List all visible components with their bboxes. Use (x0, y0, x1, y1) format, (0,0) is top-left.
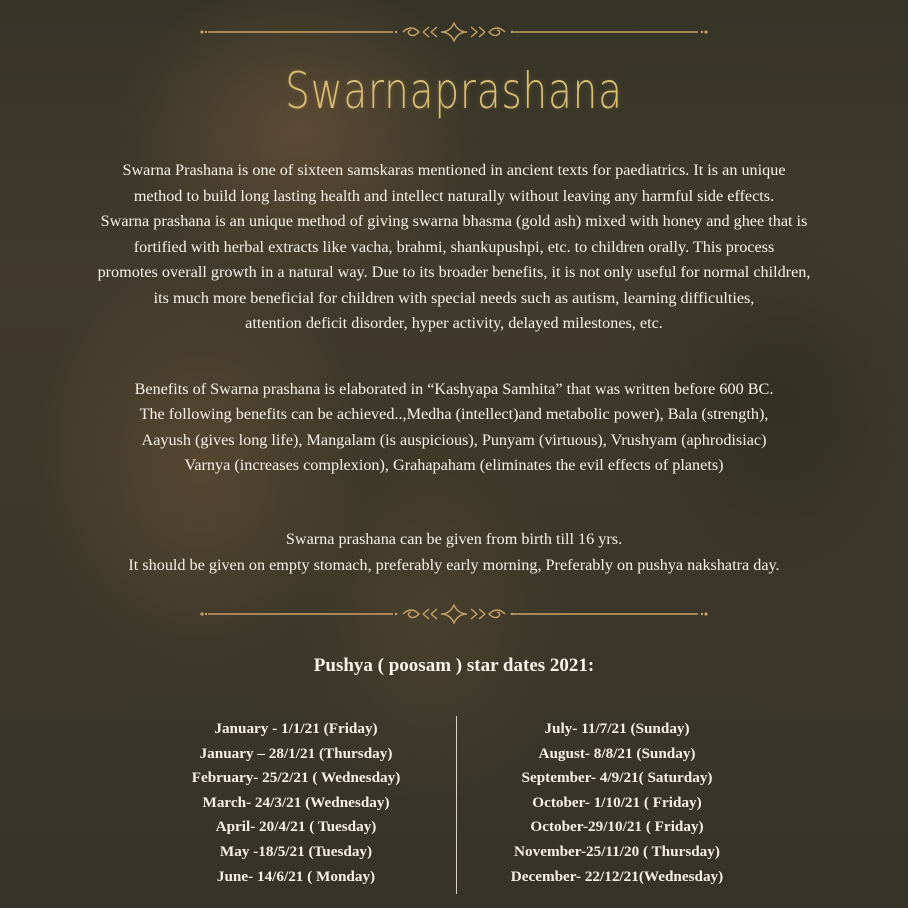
date-entry: October- 1/10/21 ( Friday) (532, 793, 702, 811)
benefits-line: Varnya (increases complexion), Grahapaham (eliminates the evil effects of planets) (184, 455, 724, 474)
benefits-line: The following benefits can be achieved..,Medha (intellect)and metabolic power), Bala (strength), (139, 405, 769, 424)
date-entry: April- 20/4/21 ( Tuesday) (215, 818, 377, 836)
usage-paragraph (0, 527, 908, 578)
intro-line: Swarna prashana is an unique method of giving swarna bhasma (gold ash) mixed with honey and ghee that is (100, 212, 808, 230)
scroll-divider-icon (198, 604, 710, 624)
dates-column-right (467, 717, 767, 889)
intro-line: fortified with herbal extracts like vacha, brahmi, shankupushpi, etc. to children orally. This process (133, 237, 775, 256)
date-entry: March- 24/3/21 (Wednesday) (202, 793, 390, 811)
date-entry: September- 4/9/21( Saturday) (521, 769, 713, 787)
top-ornament-divider (198, 22, 710, 42)
benefits-paragraph (0, 377, 908, 478)
intro-paragraph (0, 158, 908, 337)
date-entry: February- 25/2/21 ( Wednesday) (191, 769, 401, 787)
page-title: Swarnaprashana (285, 62, 623, 120)
date-entry: January - 1/1/21 (Friday) (214, 720, 378, 737)
benefits-line: Aayush (gives long life), Mangalam (is auspicious), Punyam (virtuous), Vrushyam (aphrodisiac) (141, 430, 767, 449)
usage-line: Swarna prashana can be given from birth till 16 yrs. (285, 530, 623, 548)
column-divider (456, 716, 457, 894)
benefits-line: Benefits of Swarna prashana is elaborated in “Kashyapa Samhita” that was written before 600 BC. (134, 380, 774, 398)
intro-line: its much more beneficial for children with special needs such as autism, learning difficulties, (153, 288, 755, 307)
middle-ornament-divider (198, 604, 710, 624)
date-entry: June- 14/6/21 ( Monday) (216, 867, 376, 885)
intro-line: Swarna Prashana is one of sixteen samskaras mentioned in ancient texts for paediatrics. It is an unique (122, 161, 786, 179)
date-entry: August- 8/8/21 (Sunday) (538, 744, 696, 762)
date-entry: January – 28/1/21 (Thursday) (199, 744, 393, 762)
date-entry: July- 11/7/21 (Sunday) (544, 720, 690, 737)
usage-line: It should be given on empty stomach, preferably early morning, Preferably on pushya nakshatra day. (128, 555, 780, 574)
star-dates-heading: Pushya ( poosam ) star dates 2021: (313, 655, 595, 676)
intro-line: attention deficit disorder, hyper activity, delayed milestones, etc. (245, 314, 663, 332)
intro-line: method to build long lasting health and intellect naturally without leaving any harmful side effects. (133, 186, 775, 205)
date-entry: December- 22/12/21(Wednesday) (510, 867, 724, 885)
dates-column-left (146, 717, 446, 889)
date-entry: October-29/10/21 ( Friday) (530, 818, 704, 836)
intro-line: promotes overall growth in a natural way. Due to its broader benefits, it is not only useful for normal children, (97, 263, 811, 281)
date-entry: May -18/5/21 (Tuesday) (219, 842, 373, 860)
scroll-divider-icon (198, 22, 710, 42)
date-entry: November-25/11/20 ( Thursday) (514, 842, 720, 860)
